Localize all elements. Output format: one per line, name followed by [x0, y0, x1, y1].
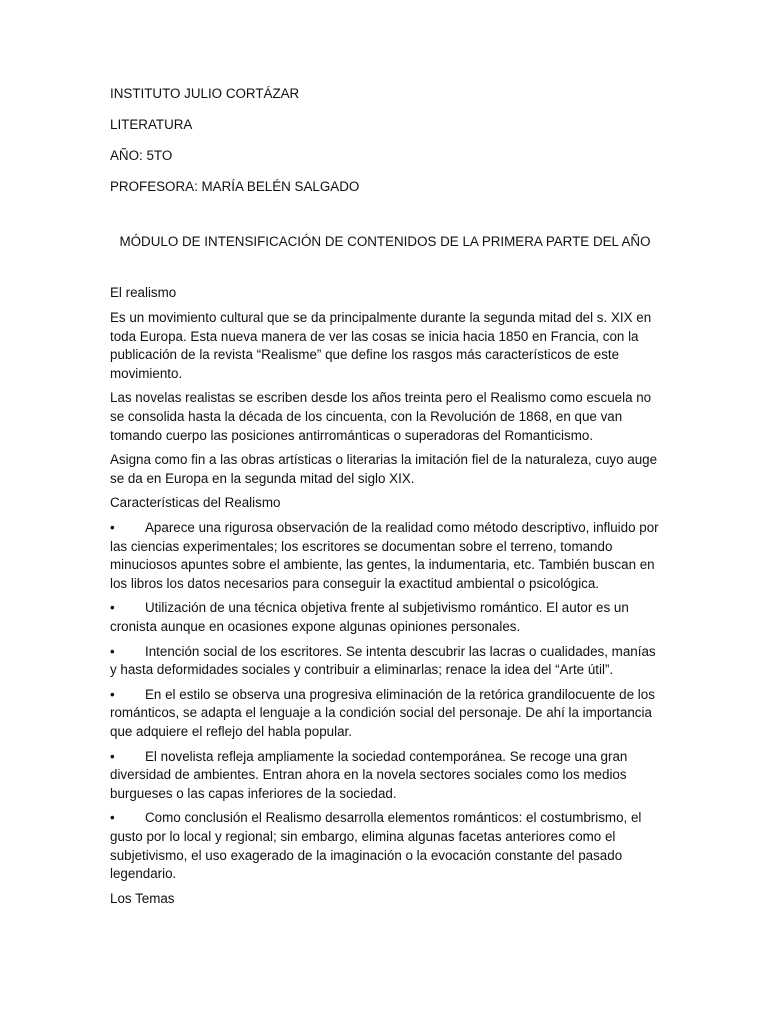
document-title: MÓDULO DE INTENSIFICACIÓN DE CONTENIDOS DE LA PRIMERA PARTE DEL AÑO: [119, 233, 651, 249]
subject-name: LITERATURA: [110, 117, 193, 133]
bullet-marker: •: [110, 748, 115, 764]
paragraph: Las novelas realistas se escriben desde los años treinta pero el Realismo como escuela no se consolida hasta la década de los cincuenta, con la Revolución de 1868, en que van tomando cuerpo las posiciones antirrománticas o superadoras del Romanticismo.: [110, 390, 652, 443]
bullet-item: [110, 686, 660, 742]
institution-name: INSTITUTO JULIO CORTÁZAR: [110, 86, 300, 101]
bullet-item: [110, 809, 660, 883]
bullet-item: [110, 748, 660, 804]
bullet-text: El novelista refleja ampliamente la sociedad contemporánea. Se recoge una gran diversidad de ambientes. Entran ahora en la novela sectores sociales como los medios burgueses o las capas inferiores de la sociedad.: [110, 748, 628, 801]
section-heading-realismo: El realismo: [110, 285, 177, 301]
bullet-marker: •: [110, 600, 115, 616]
bullet-marker: •: [110, 810, 115, 826]
bullet-marker: •: [110, 686, 115, 702]
section-heading-temas: Los Temas: [110, 890, 175, 906]
bullet-text: Como conclusión el Realismo desarrolla elementos románticos: el costumbrismo, el gusto por lo local y regional; sin embargo, elimina algunas facetas anteriores como el subjetivismo, el uso exagerado de la imaginación o la evocación constante del pasado legendario.: [110, 810, 642, 882]
bullet-item: [110, 643, 660, 680]
school-year: AÑO: 5TO: [110, 148, 173, 164]
document-body: [110, 85, 660, 914]
bullet-text: Utilización de una técnica objetiva frente al subjetivismo romántico. El autor es un cronista aunque en ocasiones expone algunas opiniones personales.: [110, 600, 629, 634]
section-heading-caracteristicas: Características del Realismo: [110, 495, 281, 511]
paragraph: Asigna como fin a las obras artísticas o literarias la imitación fiel de la naturaleza, cuyo auge se da en Europa en la segunda mitad del siglo XIX.: [110, 452, 658, 486]
bullet-text: Intención social de los escritores. Se intenta descubrir las lacras o cualidades, manías y hasta deformidades sociales y contribuir a eliminarlas; renace la idea del “Arte útil”.: [110, 643, 656, 678]
bullet-text: En el estilo se observa una progresiva eliminación de la retórica grandilocuente de los románticos, se adapta el lenguaje a la condición social del personaje. De ahí la importancia que adquiere el reflejo del habla popular.: [110, 686, 655, 739]
bullet-marker: •: [110, 643, 115, 659]
paragraph: Es un movimiento cultural que se da principalmente durante la segunda mitad del s. XIX en toda Europa. Esta nueva manera de ver las cosas se inicia hacia 1850 en Francia, con la publicación de la revista “Realisme” que define los rasgos más característicos de este movimiento.: [110, 310, 652, 381]
bullet-marker: •: [110, 520, 115, 535]
teacher-name: PROFESORA: MARÍA BELÉN SALGADO: [110, 179, 360, 195]
bullet-item: [110, 599, 660, 636]
bullet-text: Aparece una rigurosa observación de la realidad como método descriptivo, influido por las ciencias experimentales; los escritores se documentan sobre el terreno, tomando minuciosos apuntes sobre el ambiente, las gentes, la indumentaria, etc. También buscan en los libros los datos necesarios para conseguir la exactitud ambiental o psicológica.: [110, 520, 659, 591]
bullet-item: [110, 519, 660, 593]
